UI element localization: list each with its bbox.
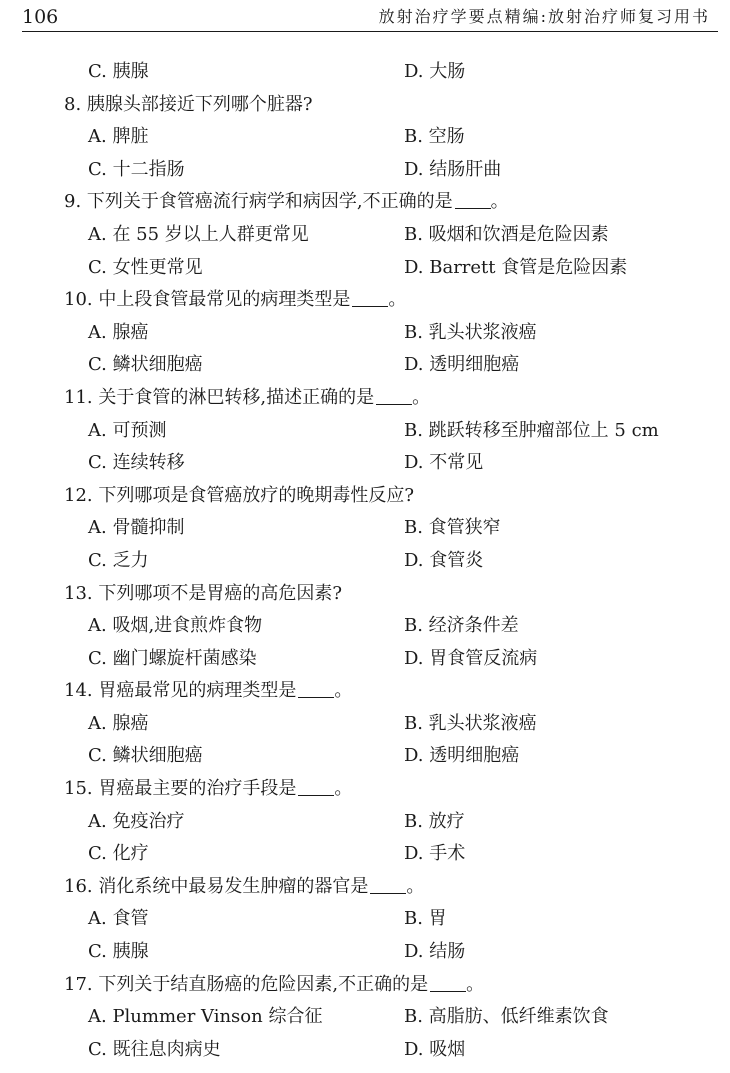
option-left: A. 在 55 岁以上人群更常见 (88, 223, 309, 245)
option-right: B. 乳头状浆液癌 (404, 321, 537, 343)
question-text: 9. 下列关于食管癌流行病学和病因学,不正确的是 (64, 191, 453, 213)
option-right: B. 高脂肪、低纤维素饮食 (404, 1006, 609, 1028)
option-row (0, 349, 730, 382)
option-left: A. 腺癌 (88, 321, 149, 343)
question-stem (0, 284, 730, 317)
option-row (0, 545, 730, 578)
question-end-punct: 。 (406, 875, 425, 897)
option-left: C. 既往息肉病史 (88, 1038, 221, 1060)
option-right: B. 放疗 (404, 810, 465, 832)
option-right: D. 结肠肝曲 (404, 158, 502, 180)
answer-blank (455, 190, 491, 209)
option-left: A. Plummer Vinson 综合征 (88, 1006, 323, 1028)
option-left: C. 胰腺 (88, 61, 149, 82)
option-right: D. 手术 (404, 843, 466, 865)
question-end-punct: 。 (466, 973, 485, 995)
option-left: C. 化疗 (88, 843, 149, 865)
option-right: B. 空肠 (404, 126, 465, 148)
option-row (0, 121, 730, 154)
option-right: D. 食管炎 (404, 549, 484, 571)
question-end-punct: 。 (388, 289, 407, 311)
question-end-punct: 。 (412, 386, 431, 408)
question-end-punct: 。 (490, 191, 509, 213)
question-end-punct: 。 (334, 680, 353, 702)
option-left: A. 可预测 (88, 419, 167, 441)
option-right: B. 食管狭窄 (404, 517, 501, 539)
option-right: D. 透明细胞癌 (404, 354, 520, 376)
option-right: D. 大肠 (404, 61, 466, 82)
option-right: B. 乳头状浆液癌 (404, 712, 537, 734)
option-row (0, 936, 730, 969)
answer-blank (376, 386, 412, 405)
option-left: A. 吸烟,进食煎炸食物 (88, 615, 263, 637)
question-text: 13. 下列哪项不是胃癌的高危因素? (64, 582, 342, 604)
option-row (0, 415, 730, 448)
option-right: D. 透明细胞癌 (404, 745, 520, 767)
option-row (0, 708, 730, 741)
option-row (0, 740, 730, 773)
question-stem (0, 480, 730, 513)
question-text: 17. 下列关于结直肠癌的危险因素,不正确的是 (64, 973, 429, 995)
option-row (0, 447, 730, 480)
option-left: C. 鳞状细胞癌 (88, 745, 203, 767)
option-row (0, 252, 730, 285)
answer-blank (370, 875, 406, 894)
question-stem (0, 871, 730, 904)
question-stem (0, 382, 730, 415)
option-left: C. 乏力 (88, 549, 149, 571)
option-left: A. 骨髓抑制 (88, 517, 185, 539)
page-header (22, 0, 718, 32)
question-text: 16. 消化系统中最易发生肿瘤的器官是 (64, 875, 369, 897)
question-text: 12. 下列哪项是食管癌放疗的晚期毒性反应? (64, 484, 414, 506)
option-left: C. 鳞状细胞癌 (88, 354, 203, 376)
option-row (0, 806, 730, 839)
option-left: C. 连续转移 (88, 452, 185, 474)
option-row (0, 219, 730, 252)
answer-blank (430, 973, 466, 992)
option-left: C. 女性更常见 (88, 256, 203, 278)
option-left: C. 十二指肠 (88, 158, 185, 180)
question-stem (0, 969, 730, 1002)
option-row (0, 838, 730, 871)
question-text: 15. 胃癌最主要的治疗手段是 (64, 778, 297, 800)
question-text: 10. 中上段食管最常见的病理类型是 (64, 289, 351, 311)
option-right: B. 吸烟和饮酒是危险因素 (404, 223, 609, 245)
option-row (0, 56, 730, 89)
option-left: C. 胰腺 (88, 941, 149, 963)
option-row (0, 1001, 730, 1034)
question-stem (0, 675, 730, 708)
option-left: A. 腺癌 (88, 712, 149, 734)
question-list (0, 56, 730, 1066)
option-row (0, 610, 730, 643)
option-right: B. 经济条件差 (404, 615, 519, 637)
question-text: 14. 胃癌最常见的病理类型是 (64, 680, 297, 702)
page-number: 106 (22, 6, 59, 28)
option-left: A. 免疫治疗 (88, 810, 185, 832)
option-right: D. 吸烟 (404, 1038, 466, 1060)
running-title: 放射治疗学要点精编:放射治疗师复习用书 (378, 7, 710, 26)
option-row (0, 903, 730, 936)
option-right: D. 胃食管反流病 (404, 647, 538, 669)
option-right: B. 跳跃转移至肿瘤部位上 5 cm (404, 419, 659, 441)
question-text: 11. 关于食管的淋巴转移,描述正确的是 (64, 386, 375, 408)
option-right: D. 结肠 (404, 941, 466, 963)
question-stem (0, 89, 730, 122)
option-row (0, 317, 730, 350)
option-left: A. 脾脏 (88, 126, 149, 148)
option-row (0, 643, 730, 676)
question-stem (0, 578, 730, 611)
option-row (0, 154, 730, 187)
option-left: A. 食管 (88, 908, 149, 930)
question-stem (0, 773, 730, 806)
answer-blank (352, 288, 388, 307)
question-end-punct: 。 (334, 778, 353, 800)
option-right: D. Barrett 食管是危险因素 (404, 256, 628, 278)
question-text: 8. 胰腺头部接近下列哪个脏器? (64, 93, 313, 115)
answer-blank (298, 777, 334, 796)
option-right: B. 胃 (404, 908, 447, 930)
question-stem (0, 186, 730, 219)
answer-blank (298, 679, 334, 698)
option-row (0, 1034, 730, 1067)
option-row (0, 512, 730, 545)
option-right: D. 不常见 (404, 452, 484, 474)
option-left: C. 幽门螺旋杆菌感染 (88, 647, 257, 669)
